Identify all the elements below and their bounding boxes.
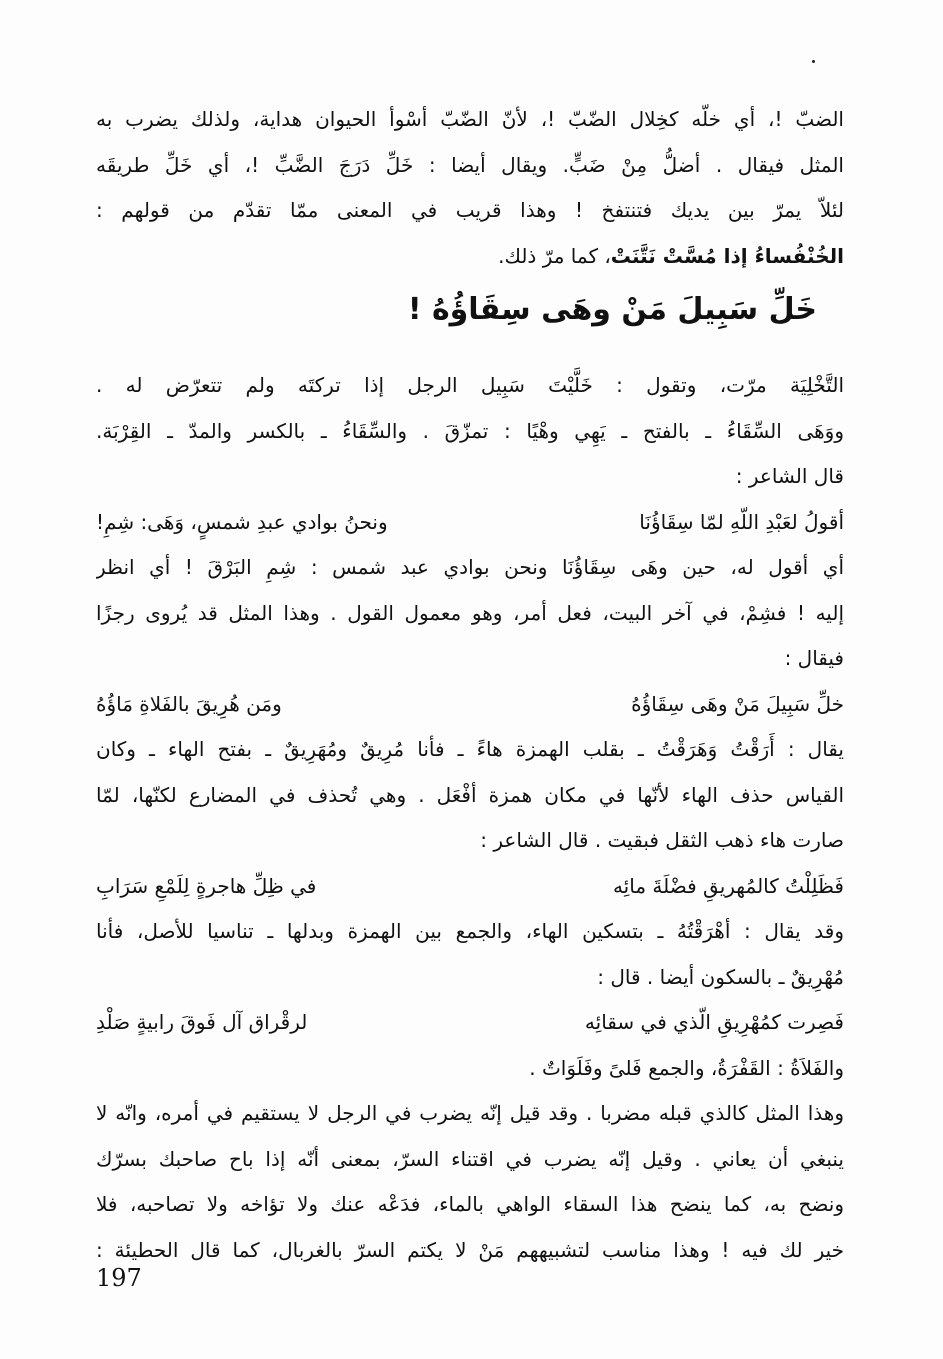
text-line: لئلاّ يمرّ بين يديك فتنتفخ ! وهذا قريب في المعنى ممّا تقدّم من قولهم : xyxy=(96,198,844,222)
verse-second-hemistich: ونحنُ بوادي عبدِ شمسٍ، وَهَى: شِمِ! xyxy=(96,509,388,534)
verse-second-hemistich: لرقْراق آل فَوقَ رابيةٍ صَلْدِ xyxy=(96,1010,308,1034)
verse-first-hemistich: خلِّ سَبِيلَ مَنْ وهَى سِقَاؤُهُ xyxy=(631,691,844,716)
verse-first-hemistich: أقولُ لعَبْدِ اللّهِ لمّا سِقَاؤُنَا xyxy=(639,509,844,534)
text-line: ووَهَى السِّقَاءُ ـ بالفتح ـ يَهِي وهْيًا : تمزّقَ . والسِّقَاءُ ـ بالكسر والمدّ ـ القِرْبَة. xyxy=(96,418,844,443)
text-line: التَّخْلِيَة مرّت، وتقول : خَلَّيْتَ سَبِيل الرجل إذا تركتَه ولم تتعرّض له . xyxy=(96,373,844,397)
text-line: مُهْرِيقٌ ـ بالسكون أيضا . قال : xyxy=(597,964,844,989)
text-line: فيقال : xyxy=(784,646,844,670)
verse-first-hemistich: فَظَلِلْتُ كالمُهريقِ فضْلَةَ مائِه xyxy=(612,873,844,898)
page-number: 197 xyxy=(96,1264,142,1292)
text-line: صارت هاء ذهب الثقل فبقيت . قال الشاعر : xyxy=(480,828,844,852)
text-line: يقال : أَرَقْتُ وَهَرَقْتُ ـ بقلب الهمزة هاءً ـ فأنا مُرِيقٌ ومُهَرِيقٌ ـ بفتح الهاء ـ وكان xyxy=(96,737,844,761)
text-line: إليه ! فشِمْ، في آخر البيت، فعل أمر، وهو معمول القول . وهذا المثل قد يُروى رجزًا xyxy=(96,600,844,625)
poem-verse xyxy=(96,864,844,910)
poem-verse xyxy=(96,500,844,546)
poet-intro: قال الشاعر : xyxy=(735,464,844,488)
proverb-heading: خَلِّ سَبِيلَ مَنْ وهَى سِقَاؤُهُ ! xyxy=(407,292,817,327)
text-line: وهذا المثل كالذي قبله مضربا . وقد قيل إنّه يضرب في الرجل لا يستقيم في أمره، وانّه لا xyxy=(96,1101,844,1125)
text-line: الضبّ !، أي خلّه كخِلال الضّبّ !، لأنّ الضّبّ أسْوأ الحيوان هداية، ولذلك يضرب به xyxy=(96,107,844,131)
text-line: والفَلاَةُ : القَفْرَةُ، والجمع فَلىً وفَلَوَاتٌ . xyxy=(529,1055,844,1080)
verse-second-hemistich: ومَن هُرِيقَ بالفَلاةِ مَاؤُهُ xyxy=(96,691,282,716)
text-line: أي أقول له، حين وهَى سِقَاؤُنَا ونحن بوادي عبد شمس : شِمِ البَرْقَ ! أي انظر xyxy=(96,555,844,579)
scan-speck xyxy=(812,60,815,63)
text-fragment: ، كما مرّ ذلك. xyxy=(498,243,611,268)
paragraph-takhliya xyxy=(96,363,844,1273)
verse-second-hemistich: في ظِلِّ هاجرةٍ لِلَمْعِ سَرَابِ xyxy=(96,873,317,898)
text-line: وقد يقال : أهْرَقْتُهُ ـ بتسكين الهاء، والجمع بين الهمزة وبدلها ـ تناسيا للأصل، فأنا xyxy=(96,919,844,943)
poem-verse xyxy=(96,1000,844,1046)
text-line: القياس حذف الهاء لأنّها في مكان همزة أفْعَل . وهي تُحذف في المضارع لكنّها، لمّا xyxy=(96,782,844,807)
text-line xyxy=(96,234,844,280)
text-line: ونضح به، كما ينضح هذا السقاء الواهي بالماء، فدَعْه عنك ولا تؤاخه ولا تصاحبه، فلا xyxy=(96,1192,844,1216)
text-line: خير لك فيه ! وهذا مناسب لتشبيههم مَنْ لا يكتم السرّ بالغربال، كما قال الحطيئة : xyxy=(96,1237,844,1262)
poem-verse xyxy=(96,682,844,728)
text-line: ينبغي أن يعاني . وقيل إنّه يضرب في اقتناء السرّ، بمعنى أنّه إذا باح صاحبك بسرّك xyxy=(96,1146,844,1171)
verse-first-hemistich: فَصِرت كمُهْرِيقِ الّذي في سقائِه xyxy=(584,1010,844,1034)
proverb-quote: الخُنْفُساءُ إذا مُسَّتْ نَتَّنَتْ xyxy=(610,243,844,268)
text-line: المثل فيقال . أضلُّ مِنْ ضَبٍّ. ويقال أيضا : خَلِّ دَرَجَ الضَّبِّ !، أي خَلِّ طريقَه xyxy=(96,152,844,177)
paragraph-dabb xyxy=(96,97,844,279)
